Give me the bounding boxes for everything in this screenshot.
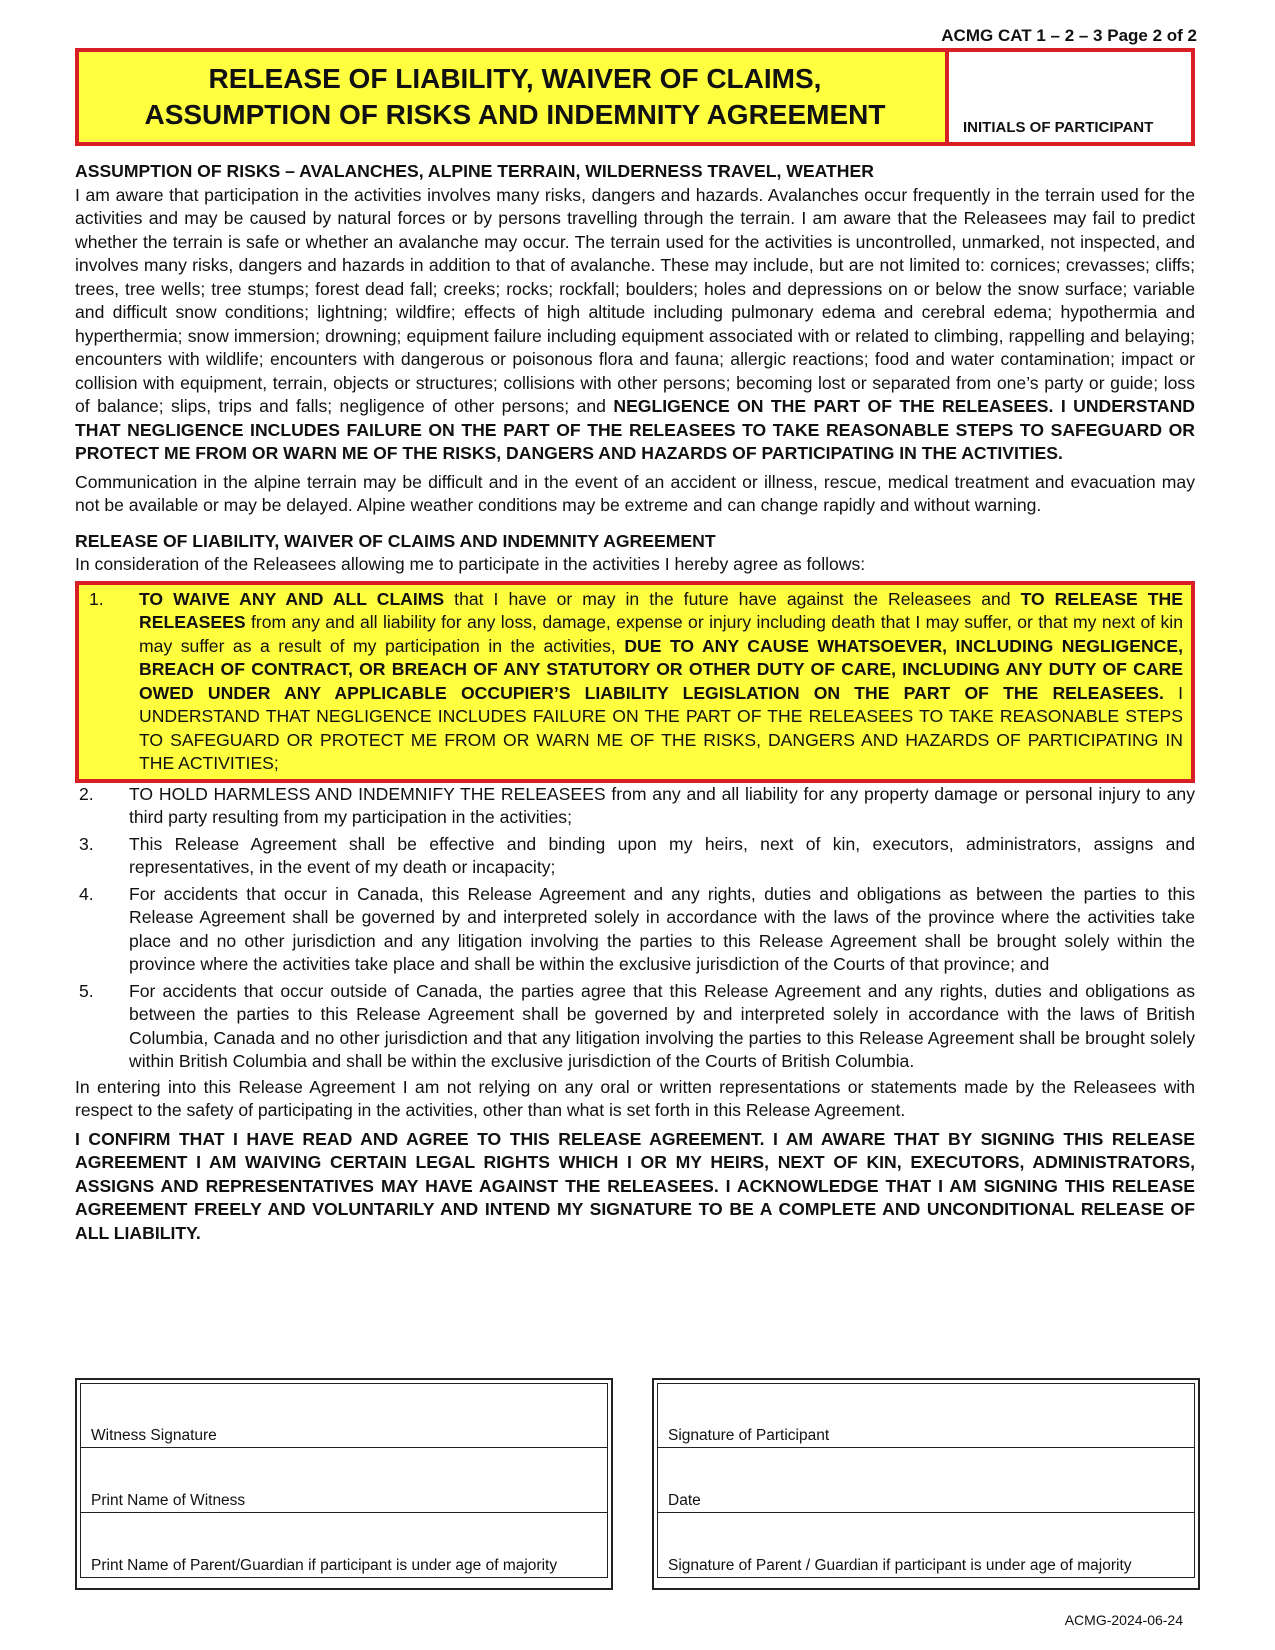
initials-label: INITIALS OF PARTICIPANT — [963, 119, 1154, 136]
clause-number: 1. — [89, 588, 104, 609]
title-block — [79, 52, 951, 142]
closing-paragraph: In entering into this Release Agreement I am not relying on any oral or written representations or statements made by the Releasees with respect to the safety of participating in the activities, other than what is set forth in this Release Agreement. — [75, 1076, 1195, 1120]
clause-4 — [75, 883, 1195, 977]
signature-column-right — [652, 1378, 1200, 1590]
participant-signature-field[interactable] — [657, 1383, 1195, 1448]
release-heading: RELEASE OF LIABILITY, WAIVER OF CLAIMS AND INDEMNITY AGREEMENT — [75, 530, 716, 551]
clause-number: 4. — [79, 883, 94, 904]
signature-section — [75, 1378, 1195, 1590]
date-field[interactable] — [657, 1448, 1195, 1513]
clause-number: 2. — [79, 783, 94, 804]
field-label: Print Name of Parent/Guardian if participant is under age of majority — [91, 1557, 558, 1574]
clause-text: TO HOLD HARMLESS AND INDEMNIFY THE RELEASEES from any and all liability for any property damage or personal injury to any third party resulting from my participation in the activities; — [129, 783, 1195, 827]
release-intro: In consideration of the Releasees allowing me to participate in the activities I hereby agree as follows: — [75, 554, 866, 574]
title-banner — [75, 48, 1195, 146]
communication-paragraph: Communication in the alpine terrain may be difficult and in the event of an accident or illness, rescue, medical treatment and evacuation may not be available or may be delayed. Alpine weather conditions may be extreme and can change rapidly and without warning. — [75, 471, 1195, 515]
clause-number: 5. — [79, 980, 94, 1001]
agreement-body — [75, 160, 1195, 1245]
assumption-heading: ASSUMPTION OF RISKS – AVALANCHES, ALPINE TERRAIN, WILDERNESS TRAVEL, WEATHER — [75, 161, 874, 181]
confirmation-statement: I CONFIRM THAT I HAVE READ AND AGREE TO THIS RELEASE AGREEMENT. I AM AWARE THAT BY SIGNING THIS RELEASE AGREEMENT I AM WAIVING CERTAIN LEGAL RIGHTS WHICH I OR MY HEIRS, NEXT OF KIN, EXECUTORS, ADMINISTRATORS, ASSIGNS AND REPRESENTATIVES MAY HAVE AGAINST THE RELEASEES. I ACKNOWLEDGE THAT I AM SIGNING THIS RELEASE AGREEMENT FREELY AND VOLUNTARILY AND INTEND MY SIGNATURE TO BE A COMPLETE AND UNCONDITIONAL RELEASE OF ALL LIABILITY. — [75, 1128, 1195, 1243]
field-label: Witness Signature — [91, 1427, 217, 1444]
field-label: Date — [668, 1492, 701, 1509]
clause-1-text: TO WAIVE ANY AND ALL CLAIMS that I have or may in the future have against the Releasees and TO RELEASE THE RELEASEES from any and all liability for any loss, damage, expense or injury including death that I may suffer, or that my next of kin may suffer as a result of my participation in the activities, DUE TO ANY CAUSE WHATSOEVER, INCLUDING NEGLIGENCE, BREACH OF CONTRACT, OR BREACH OF ANY STATUTORY OR OTHER DUTY OF CARE, INCLUDING ANY DUTY OF CARE OWED UNDER ANY APPLICABLE OCCUPIER’S LIABILITY LEGISLATION ON THE PART OF THE RELEASEES. I UNDERSTAND THAT NEGLIGENCE INCLUDES FAILURE ON THE PART OF THE RELEASEES TO TAKE REASONABLE STEPS TO SAFEGUARD OR PROTECT ME FROM OR WARN ME OF THE RISKS, DANGERS AND HAZARDS OF PARTICIPATING IN THE ACTIVITIES; — [139, 588, 1183, 773]
witness-name-field[interactable] — [80, 1448, 608, 1513]
title-line-1: RELEASE OF LIABILITY, WAIVER OF CLAIMS, — [208, 63, 822, 94]
clause-number: 3. — [79, 833, 94, 854]
clause-text: For accidents that occur in Canada, this Release Agreement and any rights, duties and obligations as between the parties to this Release Agreement shall be governed by and interpreted solely in accordance with the laws of the province where the activities take place and no other jurisdiction and any litigation involving the parties to this Release Agreement shall be brought solely within the province where the activities take place and shall be within the exclusive jurisdiction of the Courts of that province; and — [129, 883, 1195, 974]
highlighted-clause-1 — [75, 581, 1195, 783]
clause-5 — [75, 980, 1195, 1074]
assumption-paragraph — [75, 184, 1195, 466]
guardian-name-field[interactable] — [80, 1513, 608, 1578]
assumption-negligence-text: NEGLIGENCE ON THE PART OF THE RELEASEES. I UNDERSTAND THAT NEGLIGENCE INCLUDES FAILURE ON THE PART OF THE RELEASEES TO TAKE REASONABLE STEPS TO SAFEGUARD OR PROTECT ME FROM OR WARN ME OF THE RISKS, DANGERS AND HAZARDS OF PARTICIPATING IN THE ACTIVITIES. — [75, 396, 1195, 463]
signature-column-left — [75, 1378, 613, 1590]
guardian-signature-field[interactable] — [657, 1513, 1195, 1578]
field-label: Signature of Participant — [668, 1427, 830, 1444]
footer-code: ACMG-2024-06-24 — [1064, 1612, 1183, 1628]
assumption-text: I am aware that participation in the activities involves many risks, dangers and hazards. Avalanches occur frequently in the terrain used for the activities and may be caused by natural forces or by persons travelling through the terrain. I am aware that the Releasees may fail to predict whether the terrain is safe or whether an avalanche may occur. The terrain used for the activities is uncontrolled, unmarked, not inspected, and involves many risks, dangers and hazards in addition to that of avalanche. These may include, but are not limited to: cornices; crevasses; cliffs; trees, tree wells; tree stumps; forest dead fall; creeks; rocks; rockfall; boulders; holes and depressions on or below the snow surface; variable and difficult snow conditions; lightning; wildfire; effects of high altitude including pulmonary edema and cerebral edema; hypothermia and hyperthermia; snow immersion; drowning; equipment failure including equipment associated with or related to climbing, rappelling and belaying; encounters with wildlife; encounters with dangerous or poisonous flora and fauna; allergic reactions; food and water contamination; impact or collision with equipment, terrain, objects or structures; collisions with other persons; becoming lost or separated from one’s party or guide; loss of balance; slips, trips and falls; negligence of other persons; and — [75, 184, 1195, 416]
title-line-2: ASSUMPTION OF RISKS AND INDEMNITY AGREEMENT — [144, 99, 886, 130]
clause-3 — [75, 833, 1195, 880]
clause-text: This Release Agreement shall be effective and binding upon my heirs, next of kin, executors, administrators, assigns and representatives, in the event of my death or incapacity; — [129, 833, 1195, 877]
clause-2 — [75, 783, 1195, 830]
document-reference: ACMG CAT 1 – 2 – 3 Page 2 of 2 — [941, 26, 1197, 45]
witness-signature-field[interactable] — [80, 1383, 608, 1448]
clause-text: For accidents that occur outside of Canada, the parties agree that this Release Agreement and any rights, duties and obligations as between the parties to this Release Agreement shall be governed by and interpreted solely in accordance with the laws of British Columbia, Canada and no other jurisdiction and that any litigation involving the parties to this Release Agreement shall be brought solely within British Columbia and shall be within the exclusive jurisdiction of the Courts of British Columbia. — [129, 980, 1195, 1071]
field-label: Signature of Parent / Guardian if participant is under age of majority — [668, 1557, 1132, 1574]
initials-field[interactable] — [945, 52, 1191, 142]
field-label: Print Name of Witness — [91, 1492, 246, 1509]
